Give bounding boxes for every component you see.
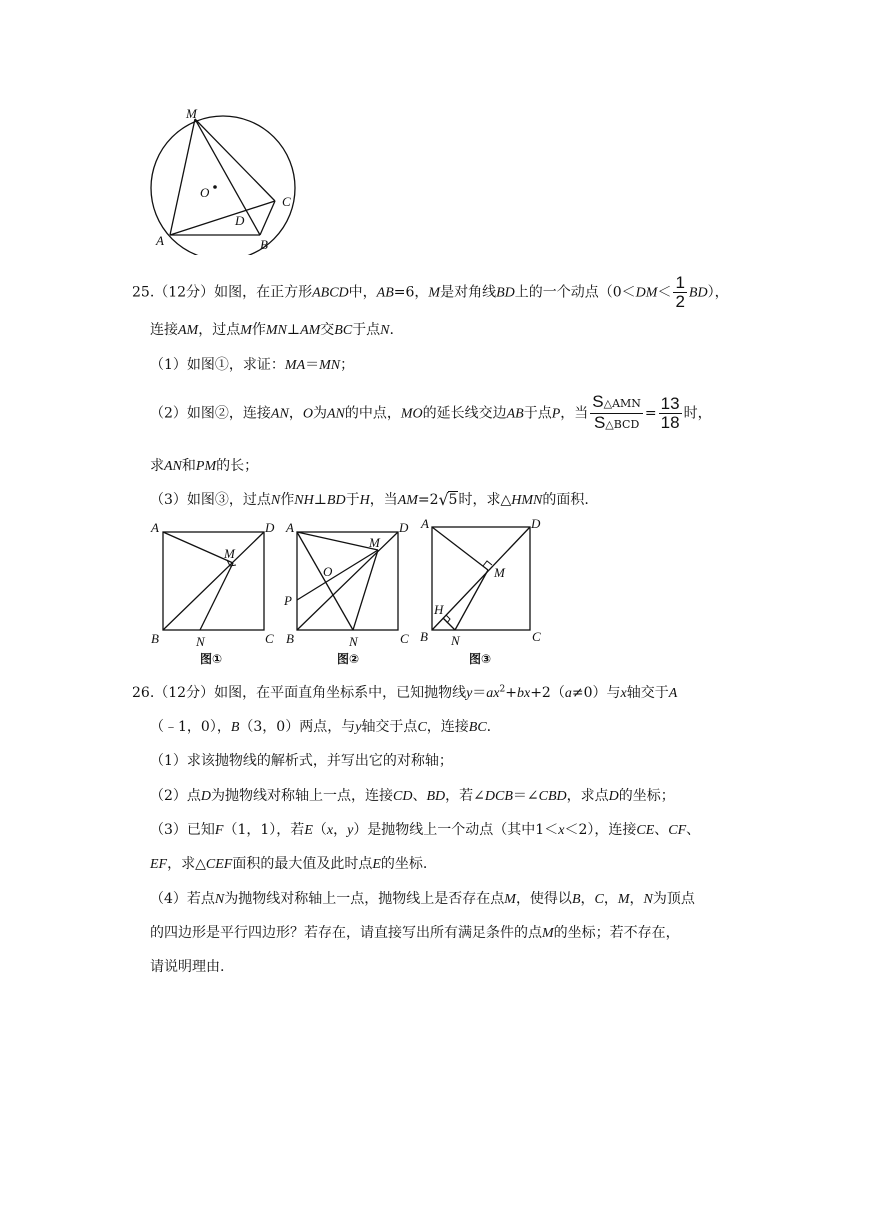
fig3-D: D <box>531 516 541 531</box>
fig2-C: C <box>400 631 409 646</box>
text: 25.（12分）如图，在正方形 <box>132 284 313 301</box>
text: DM <box>635 285 658 301</box>
text: =6， <box>393 284 429 301</box>
q26-line1: 26.（12分）如图，在平面直角坐标系中，已知抛物线$y=ax^2+bx+2(a\ne 0)$与x轴交于A <box>132 684 678 701</box>
text: 是对角线 <box>440 284 497 301</box>
fig1-N: N <box>196 634 205 649</box>
text: BD <box>688 285 708 301</box>
fig1-D: D <box>265 520 275 535</box>
q26-line2: （﹣1，0），B（3，0）两点，与y轴交于点C，连接BC. <box>150 719 492 735</box>
area-ratio: $\frac{\text{S△AMN}}{\text{S△BCD}}$ <box>592 392 641 432</box>
fig2-N: N <box>349 634 358 649</box>
label-B: B <box>260 237 268 252</box>
q26-part4c: 请说明理由. <box>150 959 225 975</box>
fig3-caption: 图③ <box>469 652 492 666</box>
fig2-O: O <box>323 564 333 579</box>
text: ABCD <box>312 285 349 301</box>
fig3-B: B <box>420 629 428 644</box>
fig2-caption: 图② <box>337 652 360 666</box>
ratio-13-18: $\frac{13}{18}$ <box>660 394 680 432</box>
q26-part1: （1）求该抛物线的解析式，并写出它的对称轴； <box>150 753 453 769</box>
q25-figures <box>145 515 565 670</box>
label-O: O <box>200 185 210 200</box>
q25-line2: 连接AM，过点M作MN⊥AM交BC于点N. <box>150 322 394 338</box>
label-D: D <box>235 213 245 228</box>
text: BD <box>496 285 515 301</box>
fraction-half: $\frac{1}{2}$ <box>675 273 685 311</box>
fig1-A: A <box>151 520 159 535</box>
text: 上的一个动点（0＜ <box>514 284 636 301</box>
fig1-B: B <box>151 631 159 646</box>
fig3-H: H <box>434 602 444 617</box>
text: AB <box>376 285 394 301</box>
fig2-B: B <box>286 631 294 646</box>
q26-part4: （4）若点N为抛物线对称轴上一点，抛物线上是否存在点M，使得以B，C，M，N为顶点 <box>150 891 695 907</box>
fig3-C: C <box>532 629 541 644</box>
q25-part2: （2）如图②，连接AN，O为AN的中点，MO的延长线交边AB于点P，当 $\frac{\text{S△AMN}}{\text{S△BCD}}$ = $\frac{13}{18}$ 时， <box>150 392 712 432</box>
fig2-A: A <box>286 520 294 535</box>
q25-part3: （3）如图③，过点N作NH⊥BD于H，当AM=2√ 5时，求△HMN的面积. <box>150 489 589 509</box>
q26-part3: （3）已知F（1，1），若E（x，y）是抛物线上一个动点（其中1＜x＜2），连接CE、CF、 <box>150 822 701 838</box>
text: M <box>428 285 441 301</box>
circle-figure <box>140 105 310 255</box>
text: 中， <box>348 284 377 301</box>
fig2-D: D <box>399 520 409 535</box>
fig2-M: M <box>369 535 380 550</box>
q25-part2b: 求AN和PM的长； <box>150 458 259 474</box>
q26-part2: （2）点D为抛物线对称轴上一点，连接CD、BD，若∠DCB＝∠CBD，求点D的坐标； <box>150 788 675 804</box>
q26-part3b: EF，求△CEF面积的最大值及此时点E的坐标. <box>150 856 428 872</box>
q25-line1 <box>132 274 729 311</box>
fig3-A: A <box>421 516 429 531</box>
label-A: A <box>156 233 164 248</box>
fig1-caption: 图① <box>200 652 223 666</box>
q25-part1: （1）如图①，求证：MA＝MN； <box>150 357 355 373</box>
text: ＜ <box>657 284 672 301</box>
fig3-M: M <box>494 565 505 580</box>
label-M: M <box>186 106 197 121</box>
sqrt-5: √ 5 <box>439 492 459 508</box>
text: ）， <box>707 284 729 301</box>
q26-part4b: 的四边形是平行四边形？若存在，请直接写出所有满足条件的点M的坐标；若不存在， <box>150 925 680 941</box>
label-C: C <box>282 194 291 209</box>
fig2-P: P <box>284 593 292 608</box>
fig1-C: C <box>265 631 274 646</box>
fig3-N: N <box>451 633 460 648</box>
fig1-M: M <box>224 546 235 561</box>
